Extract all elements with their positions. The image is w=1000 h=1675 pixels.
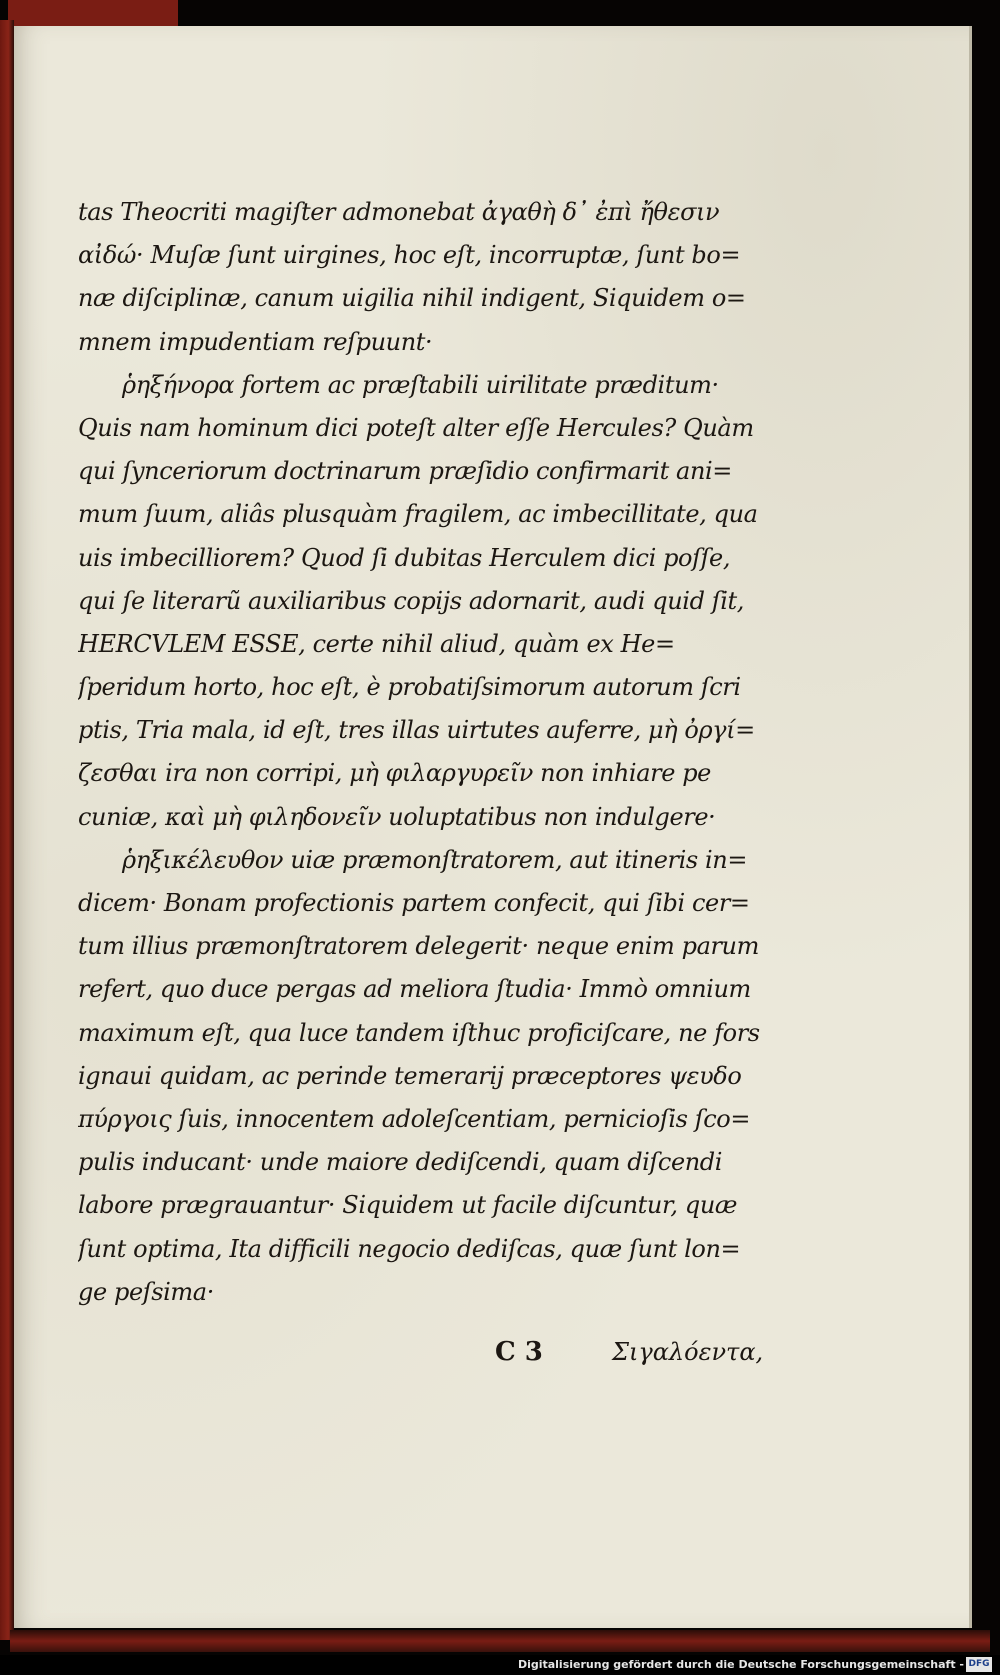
text-line: Quis nam hominum dici poteſt alter eſſe Hercules? Quàm [78,413,754,442]
text-line: αἰδώ· Muſæ ſunt uirgines, hoc eſt, incorruptæ, ſunt bo= [78,241,741,270]
digitization-credit: Digitalisierung gefördert durch die Deutsche Forschungsgemeinschaft - [517,1658,964,1671]
text-line: qui ſynceriorum doctrinarum præſidio confirmarit ani= [78,457,732,486]
text-line: ῥηξήνορα fortem ac præſtabili uirilitate præditum· [122,370,719,399]
text-line: dicem· Bonam profectionis partem confecit, qui ſibi cer= [78,889,750,917]
text-line: refert, quo duce pergas ad meliora ſtudia· Immò omnium [78,975,751,1004]
text-line: ſperidum horto, hoc eſt, è probatiſsimorum autorum ſcri [78,673,741,702]
signature-mark: C 3 [495,1337,543,1367]
text-line: qui ſe literarũ auxiliaribus copijs adornarit, audi quid ſit, [78,586,745,615]
text-line: mum ſuum, aliâs plusquàm fragilem, ac imbecillitate, qua [78,500,758,529]
text-line: maximum eſt, qua luce tandem iſthuc proficiſcare, ne fors [78,1018,760,1047]
text-line: tas Theocriti magiſter admonebat ἀγαθὴ δ᾽ ἐπὶ ἤθεσιν [78,198,720,226]
book-edge-top [8,0,178,26]
text-line: ζεσθαι ira non corripi, μὴ φιλαργυρεῖν non inhiare pe [78,759,711,788]
text-line: ge peſsima· [78,1277,214,1306]
text-line: πύργοις ſuis, innocentem adoleſcentiam, pernicioſis ſco= [78,1104,751,1133]
page-text [78,191,818,1314]
text-line: mnem impudentiam reſpuunt· [78,327,433,356]
text-line: HERCVLEM ESSE, certe nihil aliud, quàm ex He= [78,629,675,658]
page-footer [14,1330,969,1374]
text-line: tum illius præmonſtratorem delegerit· neque enim parum [78,932,759,961]
dfg-logo: DFG [966,1657,992,1672]
catchword: Σιγαλόεντα, [612,1338,764,1366]
book-page [14,26,972,1628]
text-line: uis imbecilliorem? Quod ſi dubitas Herculem dici poſſe, [78,543,731,572]
text-line: ῥηξικέλευθον uiæ præmonſtratorem, aut itineris in= [122,845,748,874]
book-edge-left [0,20,14,1640]
text-line: labore prægrauantur· Siquidem ut facile diſcuntur, quæ [78,1191,738,1220]
text-line: ptis, Tria mala, id eſt, tres illas uirtutes auferre, μὴ ὀργί= [78,716,755,745]
text-line: cuniæ, καὶ μὴ φιληδονεῖν uoluptatibus non indulgere· [78,802,716,831]
text-line: ſunt optima, Ita difficili negocio dediſcas, quæ ſunt lon= [78,1234,741,1263]
text-line: ignaui quidam, ac perinde temerarij præceptores ψευδο [78,1061,742,1090]
text-line: næ diſciplinæ, canum uigilia nihil indigent, Siquidem o= [78,284,746,313]
book-edge-bottom [10,1630,990,1652]
text-line: pulis inducant· unde maiore dediſcendi, quam diſcendi [78,1148,723,1177]
